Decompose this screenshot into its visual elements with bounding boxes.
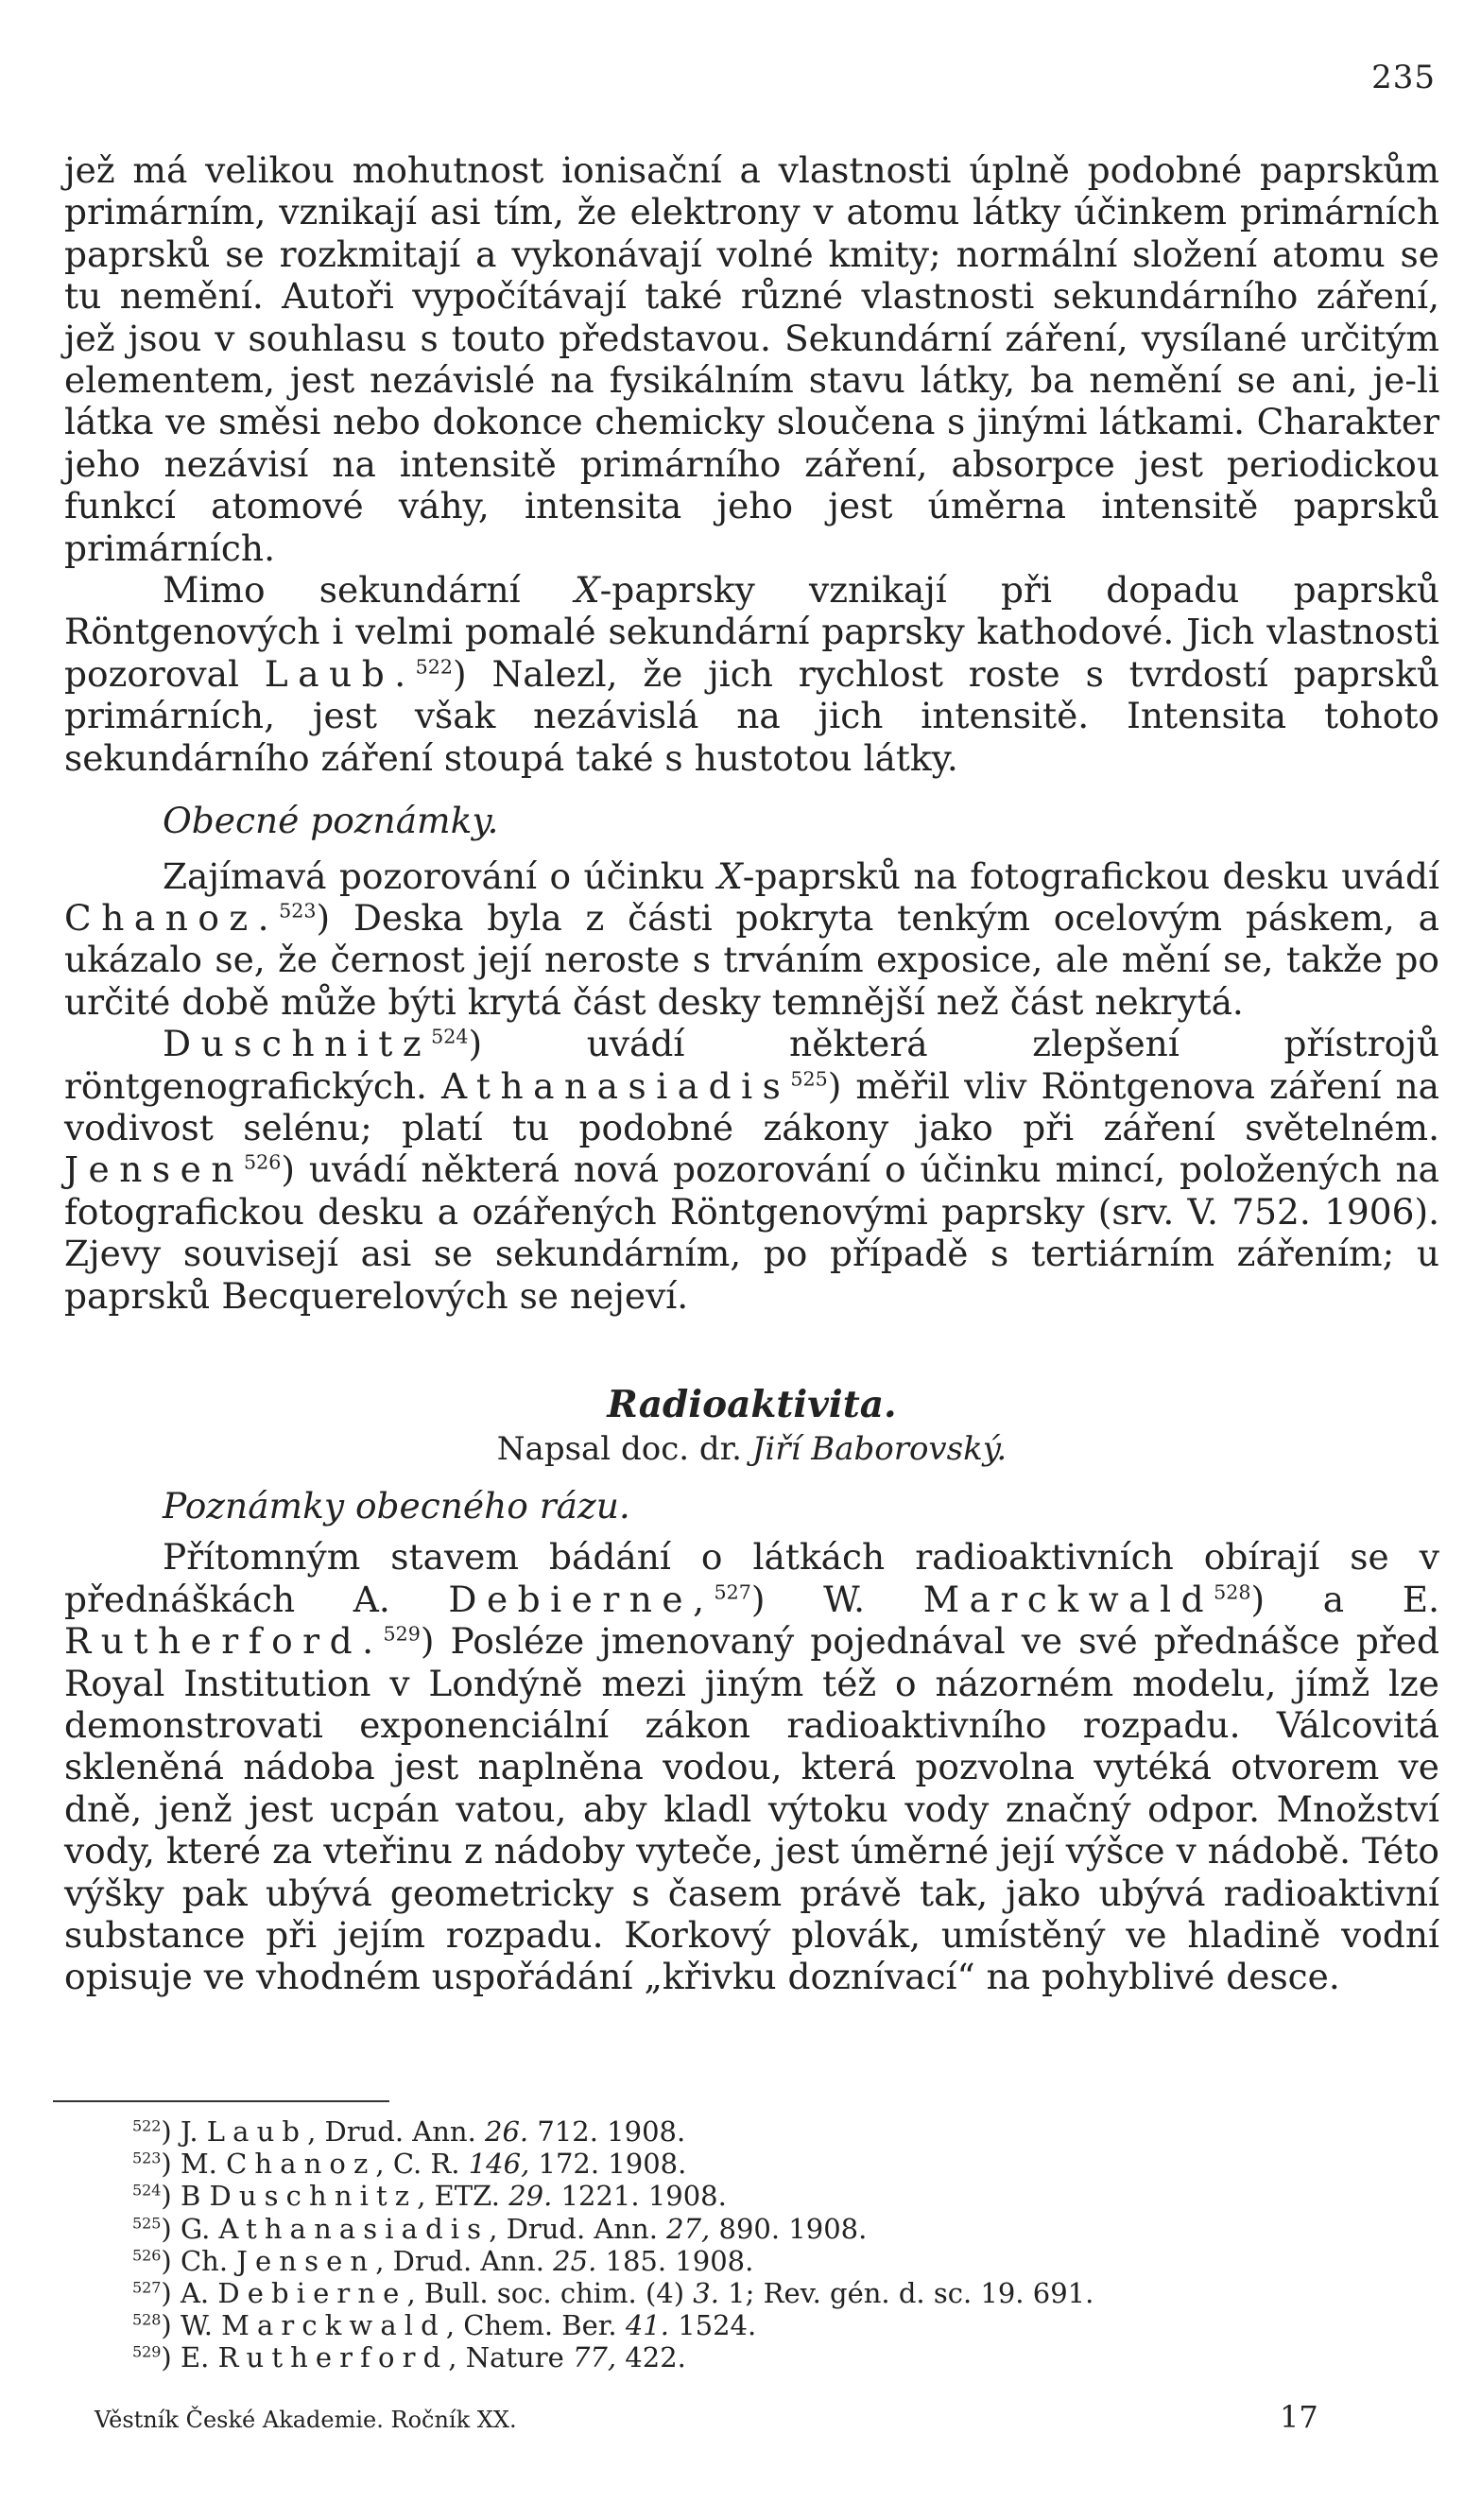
author-name: Athanasiadis <box>441 1064 791 1107</box>
footnote: $^{523}$) M. Chanoz, C. R. 146, 172. 1908. <box>132 2148 687 2181</box>
footnote-ref: 527 <box>714 1580 751 1604</box>
main-text <box>64 149 1439 1998</box>
byline: Napsal doc. dr. Jiří Baborovský. <box>496 1429 1007 1468</box>
author-name: Debierne, <box>448 1578 715 1620</box>
author-name: Laub. <box>264 652 416 695</box>
subheading: Poznámky obecného rázu. <box>163 1484 630 1527</box>
footnote-divider <box>53 2100 389 2102</box>
page-number: 235 <box>1371 59 1436 96</box>
author-name: Chanoz. <box>64 896 280 939</box>
paragraph: Mimo sekundární X-paprsky vznikají při dopadu paprsků Röntgenových i velmi pomalé sekundární paprsky kathodové. Jich vlastnosti pozoroval Laub.$^{522}$) Nalezl, že jich rychlost roste s tvrdostí paprsků primárních, jest však nezávislá na jich intensitě. Intensita tohoto sekundárního záření stoupá také s hustotou látky. <box>64 569 1439 779</box>
footnote-ref: 526 <box>243 1150 282 1174</box>
footnote: $^{525}$) G. Athanasiadis, Drud. Ann. 27, 890. 1908. <box>132 2212 868 2245</box>
footnote-ref: 529 <box>383 1622 421 1646</box>
footnote: $^{522}$) J. Laub, Drud. Ann. 26. 712. 1908. <box>132 2115 686 2148</box>
author-name: Jiří Baborovský. <box>751 1429 1007 1468</box>
footnote: $^{528}$) W. Marckwald, Chem. Ber. 41. 1524. <box>132 2309 757 2342</box>
footnote-ref: 522 <box>415 655 453 679</box>
author-name: Duschnitz <box>163 1023 432 1065</box>
footnote-ref: 524 <box>431 1025 469 1048</box>
author-name: Jensen <box>64 1148 244 1191</box>
footnotes <box>132 2115 1418 2374</box>
journal-footer: Věstník České Akademie. Ročník XX. <box>95 2407 517 2433</box>
footnote-ref: 528 <box>1214 1580 1251 1604</box>
subheading: Obecné poznámky. <box>163 800 499 842</box>
paragraph: Přítomným stavem bádání o látkách radioaktivních obírají se v přednáškách A. Debierne,$^{527}$) W. Marckwald$^{528}$) a E. Rutherford.$^{529}$) Posléze jmenovaný pojednával ve své přednášce před Royal Institution v Londýně mezi jiným též o názorném modelu, jímž lze demonstrovati exponenciální zákon radioaktivního rozpadu. Válcovitá skleněná nádoba jest naplněna vodou, která pozvolna vytéká otvorem ve dně, jenž jest ucpán vatou, aby kladl výtoku vody značný odpor. Množství vody, které za vteřinu z nádoby vyteče, jest úměrné její výšce v nádobě. Této výšky pak ubývá geometricky s časem právě tak, jako ubývá radioaktivní substance při jejím rozpadu. Korkový plovák, umístěný ve hladině vodní opisuje ve vhodném uspořádání „křivku doznívací“ na pohyblivé desce. <box>64 1536 1439 1998</box>
paragraph: Zajímavá pozorování o účinku X-paprsků na fotografickou desku uvádí Chanoz.$^{523}$) Deska byla z části pokryta tenkým ocelovým páskem, a ukázalo se, že černost její neroste s trváním exposice, ale mění se, takže po určité době může býti krytá část desky temnější než část nekrytá. <box>64 854 1439 1023</box>
paragraph: jež má velikou mohutnost ionisační a vlastnosti úplně podobné paprskům primárním, vznikají asi tím, že elektrony v atomu látky účinkem primárních paprsků se rozkmitají a vykonávají volné kmity; normální složení atomu se tu nemění. Autoři vypočítávají také různé vlastnosti sekundárního záření, jež jsou v souhlasu s touto představou. Sekundární záření, vysílané určitým elementem, jest nezávislé na fysikálním stavu látky, ba nemění se ani, je-li látka ve směsi nebo dokonce chemicky sloučena s jinými látkami. Charakter jeho nezávisí na intensitě primárního záření, absorpce jest periodickou funkcí atomové váhy, intensita jeho jest úměrna intensitě paprsků primárních. <box>64 149 1439 569</box>
signature-number: 17 <box>1280 2399 1318 2435</box>
footnote: $^{529}$) E. Rutherford, Nature 77, 422. <box>132 2341 686 2374</box>
paragraph: Duschnitz$^{524}$) uvádí některá zlepšení přístrojů röntgenografických. Athanasiadis$^{525}$) měřil vliv Röntgenova záření na vodivost selénu; platí tu podobné zákony jako při záření světelném. Jensen$^{526}$) uvádí některá nová pozorování o účinku mincí, položených na fotografickou desku a ozářených Röntgenovými paprsky (srv. V. 752. 1906). Zjevy souvisejí asi se sekundárním, po případě s tertiárním zářením; u paprsků Becquerelových se nejeví. <box>64 1023 1440 1317</box>
section-title: Radioaktivita. <box>607 1382 897 1426</box>
footnote-ref: 525 <box>790 1067 828 1091</box>
author-name: Marckwald <box>922 1578 1214 1620</box>
author-name: Rutherford. <box>64 1620 384 1663</box>
footnote: $^{527}$) A. Debierne, Bull. soc. chim. (4) 3. 1; Rev. gén. d. sc. 19. 691. <box>132 2277 1094 2310</box>
footnote: $^{526}$) Ch. Jensen, Drud. Ann. 25. 185. 1908. <box>132 2244 754 2277</box>
footnote-ref: 523 <box>279 899 317 923</box>
footnote: $^{524}$) B Duschnitz, ETZ. 29. 1221. 1908. <box>132 2180 727 2213</box>
